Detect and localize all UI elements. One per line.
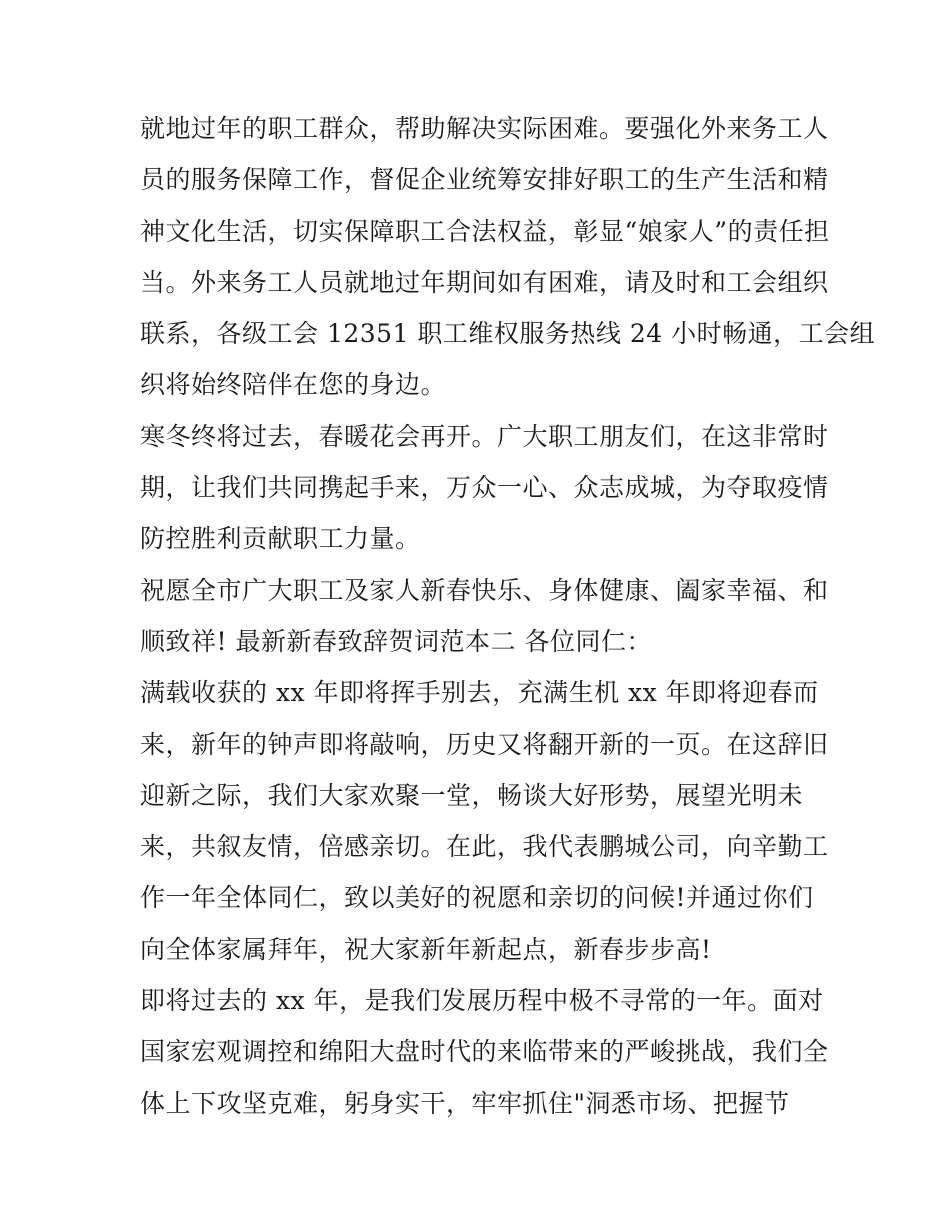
text-line: 神文化生活，切实保障职工合法权益，彰显“娘家人”的责任担 <box>140 216 830 246</box>
text-line: 寒冬终将过去，春暖花会再开。广大职工朋友们，在这非常时 <box>140 421 829 451</box>
document-body <box>140 103 876 1129</box>
text-line: 即将过去的 xx 年，是我们发展历程中极不寻常的一年。面对 <box>140 986 824 1016</box>
text-line: 顺致祥! 最新新春致辞贺词范本二 各位同仁： <box>140 626 652 656</box>
text-line: 祝愿全市广大职工及家人新春快乐、身体健康、阖家幸福、和 <box>140 575 829 605</box>
text-line: 国家宏观调控和绵阳大盘时代的来临带来的严峻挑战，我们全 <box>140 1037 829 1067</box>
text-line: 就地过年的职工群众，帮助解决实际困难。要强化外来务工人 <box>140 114 829 143</box>
text-line: 体上下攻坚克难，躬身实干，牢牢抓住"洞悉市场、把握节 <box>140 1088 790 1118</box>
text-line: 当。外来务工人员就地过年期间如有困难，请及时和工会组织 <box>140 267 829 297</box>
text-line: 迎新之际，我们大家欢聚一堂，畅谈大好形势，展望光明未 <box>140 780 804 810</box>
text-line: 织将始终陪伴在您的身边。 <box>140 370 447 400</box>
text-line: 员的服务保障工作，督促企业统筹安排好职工的生产生活和精 <box>140 165 829 195</box>
text-line: 联系，各级工会 12351 职工维权服务热线 24 小时畅通，工会组 <box>140 319 876 349</box>
text-line: 来，共叙友情，倍感亲切。在此，我代表鹏城公司，向辛勤工 <box>140 832 829 862</box>
text-line: 向全体家属拜年，祝大家新年新起点，新春步步高! <box>140 934 712 964</box>
text-line: 满载收获的 xx 年即将挥手别去，充满生机 xx 年即将迎春而 <box>140 678 819 708</box>
text-line: 作一年全体同仁，致以美好的祝愿和亲切的问候!并通过你们 <box>140 883 814 913</box>
text-line: 期，让我们共同携起手来，万众一心、众志成城，为夺取疫情 <box>140 473 829 503</box>
text-line: 防控胜利贡献职工力量。 <box>140 524 421 554</box>
text-line: 来，新年的钟声即将敲响，历史又将翻开新的一页。在这辞旧 <box>140 729 829 759</box>
